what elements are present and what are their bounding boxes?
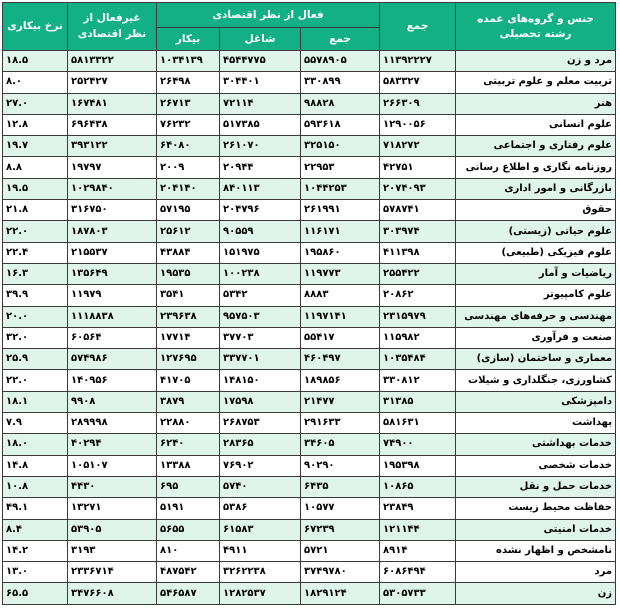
cell-name: ریاضیات و آمار bbox=[456, 263, 616, 284]
cell-inactive: ۲۱۵۵۳۷ bbox=[68, 242, 157, 263]
cell-inactive: ۱۰۲۹۸۴۰ bbox=[68, 178, 157, 199]
cell-unemployed: ۶۲۴۰ bbox=[157, 434, 220, 455]
cell-total: ۵۸۱۶۳۱ bbox=[380, 413, 456, 434]
cell-rate: ۱۴.۸ bbox=[3, 455, 68, 476]
table-row bbox=[3, 306, 616, 327]
cell-total: ۲۳۸۴۹ bbox=[380, 498, 456, 519]
cell-rate: ۷.۹ bbox=[3, 413, 68, 434]
cell-inactive: ۱۳۵۶۴۹ bbox=[68, 263, 157, 284]
cell-name: روزنامه نگاری و اطلاع رسانی bbox=[456, 157, 616, 178]
cell-active-total: ۵۷۲۱ bbox=[301, 540, 380, 561]
cell-inactive: ۲۸۹۹۹۸ bbox=[68, 413, 157, 434]
cell-total: ۷۴۹۰۰ bbox=[380, 434, 456, 455]
cell-name: زن bbox=[456, 583, 616, 604]
cell-inactive: ۱۴۰۹۵۶ bbox=[68, 370, 157, 391]
cell-total: ۵۷۸۷۴۱ bbox=[380, 200, 456, 221]
cell-active-total: ۵۵۷۸۹۰۵ bbox=[301, 51, 380, 72]
cell-unemployed: ۶۴۰۸۰ bbox=[157, 136, 220, 157]
cell-rate: ۱۴.۲ bbox=[3, 540, 68, 561]
table-row bbox=[3, 476, 616, 497]
cell-unemployed: ۲۳۹۶۳۸ bbox=[157, 306, 220, 327]
cell-unemployed: ۳۸۷۹ bbox=[157, 391, 220, 412]
cell-employed: ۱۵۱۹۷۵ bbox=[220, 242, 301, 263]
cell-name: علوم کامپیوتر bbox=[456, 285, 616, 306]
cell-inactive: ۱۱۱۸۸۳۸ bbox=[68, 306, 157, 327]
cell-employed: ۵۳۴۲ bbox=[220, 285, 301, 306]
table-row bbox=[3, 498, 616, 519]
cell-inactive: ۱۱۹۷۹ bbox=[68, 285, 157, 306]
cell-total: ۳۳۰۸۱۲ bbox=[380, 370, 456, 391]
cell-active-total: ۹۸۸۲۸ bbox=[301, 93, 380, 114]
cell-inactive: ۱۸۷۸۰۳ bbox=[68, 221, 157, 242]
cell-active-total: ۲۲۹۵۳ bbox=[301, 157, 380, 178]
cell-rate: ۲۰.۰ bbox=[3, 306, 68, 327]
table-row bbox=[3, 455, 616, 476]
cell-unemployed: ۱۲۷۶۹۵ bbox=[157, 349, 220, 370]
cell-employed: ۳۳۷۷۰۱ bbox=[220, 349, 301, 370]
cell-unemployed: ۲۵۶۱۲ bbox=[157, 221, 220, 242]
cell-employed: ۲۰۹۴۴ bbox=[220, 157, 301, 178]
cell-active-total: ۱۱۶۱۷۱ bbox=[301, 221, 380, 242]
cell-inactive: ۲۳۳۶۷۱۴ bbox=[68, 562, 157, 583]
cell-total: ۱۲۱۱۴۴ bbox=[380, 519, 456, 540]
cell-inactive: ۱۹۷۹۷ bbox=[68, 157, 157, 178]
cell-total: ۴۲۷۵۱ bbox=[380, 157, 456, 178]
cell-employed: ۴۵۴۴۷۷۵ bbox=[220, 51, 301, 72]
cell-name: علوم انسانی bbox=[456, 114, 616, 135]
header-active-group: فعال از نظر اقتصادی bbox=[157, 3, 380, 28]
cell-name: بازرگانی و امور اداری bbox=[456, 178, 616, 199]
table-body bbox=[3, 51, 616, 605]
cell-name: مرد bbox=[456, 562, 616, 583]
table-row bbox=[3, 157, 616, 178]
cell-active-total: ۸۸۸۳ bbox=[301, 285, 380, 306]
cell-active-total: ۱۰۴۴۲۵۳ bbox=[301, 178, 380, 199]
table-row bbox=[3, 413, 616, 434]
cell-inactive: ۱۰۵۱۰۷ bbox=[68, 455, 157, 476]
cell-employed: ۱۷۵۹۸ bbox=[220, 391, 301, 412]
cell-inactive: ۵۷۴۹۸۶ bbox=[68, 349, 157, 370]
cell-total: ۳۰۳۹۷۴ bbox=[380, 221, 456, 242]
cell-rate: ۱۸.۱ bbox=[3, 391, 68, 412]
cell-unemployed: ۵۷۱۹۵ bbox=[157, 200, 220, 221]
cell-active-total: ۱۹۵۸۶۰ bbox=[301, 242, 380, 263]
education-employment-table bbox=[2, 2, 616, 605]
cell-rate: ۲۷.۰ bbox=[3, 93, 68, 114]
cell-name: حفاظت محیط زیست bbox=[456, 498, 616, 519]
cell-rate: ۱۸.۰ bbox=[3, 434, 68, 455]
cell-rate: ۲۱.۸ bbox=[3, 200, 68, 221]
cell-employed: ۴۹۱۱ bbox=[220, 540, 301, 561]
cell-employed: ۹۰۵۵۹ bbox=[220, 221, 301, 242]
cell-employed: ۵۱۷۳۸۵ bbox=[220, 114, 301, 135]
cell-name: خدمات حمل و نقل bbox=[456, 476, 616, 497]
cell-active-total: ۵۵۴۱۷ bbox=[301, 327, 380, 348]
cell-employed: ۱۰۰۲۳۸ bbox=[220, 263, 301, 284]
cell-name: دامپزشکی bbox=[456, 391, 616, 412]
cell-active-total: ۳۴۶۰۵ bbox=[301, 434, 380, 455]
cell-employed: ۲۶۱۰۷۰ bbox=[220, 136, 301, 157]
cell-employed: ۳۰۴۴۰۱ bbox=[220, 72, 301, 93]
cell-employed: ۳۲۶۲۲۳۸ bbox=[220, 562, 301, 583]
cell-employed: ۳۷۷۰۳ bbox=[220, 327, 301, 348]
cell-unemployed: ۴۸۷۵۴۲ bbox=[157, 562, 220, 583]
cell-name: علوم فیزیکی (طبیعی) bbox=[456, 242, 616, 263]
cell-unemployed: ۱۳۳۸۸ bbox=[157, 455, 220, 476]
table-row bbox=[3, 51, 616, 72]
cell-name: علوم رفتاری و اجتماعی bbox=[456, 136, 616, 157]
cell-unemployed: ۲۲۸۸۰ bbox=[157, 413, 220, 434]
cell-unemployed: ۴۱۷۰۵ bbox=[157, 370, 220, 391]
table-row bbox=[3, 583, 616, 604]
cell-active-total: ۹۰۲۹۰ bbox=[301, 455, 380, 476]
cell-active-total: ۲۶۱۹۹۱ bbox=[301, 200, 380, 221]
cell-rate: ۸.۴ bbox=[3, 519, 68, 540]
table-row bbox=[3, 562, 616, 583]
cell-rate: ۳۲.۰ bbox=[3, 327, 68, 348]
cell-name: خدمات بهداشتی bbox=[456, 434, 616, 455]
cell-unemployed: ۷۶۲۳۲ bbox=[157, 114, 220, 135]
cell-active-total: ۴۶۰۴۹۷ bbox=[301, 349, 380, 370]
cell-unemployed: ۲۶۴۹۸ bbox=[157, 72, 220, 93]
cell-employed: ۲۶۸۷۵۳ bbox=[220, 413, 301, 434]
table-row bbox=[3, 263, 616, 284]
cell-employed: ۲۰۴۷۹۶ bbox=[220, 200, 301, 221]
table-row bbox=[3, 327, 616, 348]
cell-inactive: ۳۴۷۶۶۰۸ bbox=[68, 583, 157, 604]
cell-unemployed: ۱۹۵۳۵ bbox=[157, 263, 220, 284]
header-inactive: غیرفعال از نظر اقتصادی bbox=[68, 3, 157, 51]
cell-name: هنر bbox=[456, 93, 616, 114]
cell-rate: ۱۳.۰ bbox=[3, 562, 68, 583]
cell-inactive: ۳۱۶۷۵۰ bbox=[68, 200, 157, 221]
header-employed: شاغل bbox=[220, 28, 301, 51]
cell-inactive: ۴۰۲۹۴ bbox=[68, 434, 157, 455]
cell-active-total: ۳۳۰۸۹۹ bbox=[301, 72, 380, 93]
cell-total: ۲۰۸۶۲ bbox=[380, 285, 456, 306]
cell-total: ۲۶۶۳۰۹ bbox=[380, 93, 456, 114]
cell-employed: ۱۴۸۱۵۰ bbox=[220, 370, 301, 391]
cell-inactive: ۳۹۳۱۲۲ bbox=[68, 136, 157, 157]
cell-unemployed: ۱۰۳۴۱۳۹ bbox=[157, 51, 220, 72]
cell-total: ۱۰۸۶۵ bbox=[380, 476, 456, 497]
cell-name: کشاورزی، جنگلداری و شیلات bbox=[456, 370, 616, 391]
cell-active-total: ۲۹۱۶۳۳ bbox=[301, 413, 380, 434]
table-row bbox=[3, 434, 616, 455]
table-row bbox=[3, 285, 616, 306]
cell-unemployed: ۲۶۷۱۳ bbox=[157, 93, 220, 114]
cell-inactive: ۶۹۶۴۳۸ bbox=[68, 114, 157, 135]
table-row bbox=[3, 391, 616, 412]
cell-inactive: ۶۰۵۶۴ bbox=[68, 327, 157, 348]
table-row bbox=[3, 72, 616, 93]
cell-active-total: ۱۱۹۷۱۴۱ bbox=[301, 306, 380, 327]
cell-rate: ۸.۸ bbox=[3, 157, 68, 178]
cell-name: مرد و زن bbox=[456, 51, 616, 72]
cell-rate: ۲۲.۰ bbox=[3, 221, 68, 242]
cell-name: معماری و ساختمان (سازی) bbox=[456, 349, 616, 370]
cell-unemployed: ۸۱۰ bbox=[157, 540, 220, 561]
table-row bbox=[3, 519, 616, 540]
cell-active-total: ۳۷۴۹۷۸۰ bbox=[301, 562, 380, 583]
cell-employed: ۵۷۴۰ bbox=[220, 476, 301, 497]
table-row bbox=[3, 370, 616, 391]
cell-name: خدمات امنیتی bbox=[456, 519, 616, 540]
cell-active-total: ۱۸۹۸۵۶ bbox=[301, 370, 380, 391]
cell-rate: ۱۲.۸ bbox=[3, 114, 68, 135]
header-category: جنس و گروه‌های عمده رشته تحصیلی bbox=[456, 3, 616, 51]
cell-unemployed: ۵۶۵۵ bbox=[157, 519, 220, 540]
header-active-total: جمع bbox=[301, 28, 380, 51]
cell-inactive: ۱۶۷۴۸۱ bbox=[68, 93, 157, 114]
cell-total: ۱۰۳۵۴۸۴ bbox=[380, 349, 456, 370]
cell-employed: ۷۶۹۰۲ bbox=[220, 455, 301, 476]
cell-employed: ۸۴۰۱۱۳ bbox=[220, 178, 301, 199]
header-unemployment-rate: نرخ بیکاری bbox=[3, 3, 68, 51]
cell-rate: ۱۶.۳ bbox=[3, 263, 68, 284]
cell-active-total: ۶۴۳۵ bbox=[301, 476, 380, 497]
table-row bbox=[3, 540, 616, 561]
cell-inactive: ۱۳۲۷۱ bbox=[68, 498, 157, 519]
cell-employed: ۱۲۸۲۵۳۷ bbox=[220, 583, 301, 604]
cell-name: خدمات شخصی bbox=[456, 455, 616, 476]
cell-rate: ۱۹.۷ bbox=[3, 136, 68, 157]
cell-total: ۶۰۸۶۴۹۴ bbox=[380, 562, 456, 583]
cell-name: صنعت و فرآوری bbox=[456, 327, 616, 348]
cell-name: حقوق bbox=[456, 200, 616, 221]
cell-total: ۱۹۵۳۹۸ bbox=[380, 455, 456, 476]
cell-inactive: ۵۸۱۳۳۲۲ bbox=[68, 51, 157, 72]
cell-name: بهداشت bbox=[456, 413, 616, 434]
cell-active-total: ۱۰۵۷۷ bbox=[301, 498, 380, 519]
cell-employed: ۹۵۷۵۰۳ bbox=[220, 306, 301, 327]
cell-inactive: ۵۳۹۰۵ bbox=[68, 519, 157, 540]
cell-total: ۱۱۵۹۸۲ bbox=[380, 327, 456, 348]
cell-rate: ۱۸.۵ bbox=[3, 51, 68, 72]
cell-unemployed: ۱۷۷۱۴ bbox=[157, 327, 220, 348]
cell-total: ۲۰۷۴۰۹۳ bbox=[380, 178, 456, 199]
cell-employed: ۷۲۱۱۴ bbox=[220, 93, 301, 114]
cell-inactive: ۹۹۰۸ bbox=[68, 391, 157, 412]
table-row bbox=[3, 136, 616, 157]
cell-inactive: ۴۴۳۰ bbox=[68, 476, 157, 497]
cell-total: ۲۳۱۵۹۷۹ bbox=[380, 306, 456, 327]
cell-rate: ۶۵.۵ bbox=[3, 583, 68, 604]
cell-unemployed: ۲۰۴۱۴۰ bbox=[157, 178, 220, 199]
cell-rate: ۸.۰ bbox=[3, 72, 68, 93]
header-total: جمع bbox=[380, 3, 456, 51]
cell-unemployed: ۵۴۶۵۸۷ bbox=[157, 583, 220, 604]
cell-total: ۴۱۱۳۹۸ bbox=[380, 242, 456, 263]
table-row bbox=[3, 93, 616, 114]
cell-active-total: ۱۱۹۷۷۳ bbox=[301, 263, 380, 284]
cell-unemployed: ۵۱۹۱ bbox=[157, 498, 220, 519]
cell-total: ۵۸۳۳۲۷ bbox=[380, 72, 456, 93]
cell-employed: ۶۱۵۸۳ bbox=[220, 519, 301, 540]
header-unemployed: بیکار bbox=[157, 28, 220, 51]
cell-total: ۸۹۱۴ bbox=[380, 540, 456, 561]
cell-employed: ۲۸۳۶۵ bbox=[220, 434, 301, 455]
table-row bbox=[3, 178, 616, 199]
cell-name: تربیت معلم و علوم تربیتی bbox=[456, 72, 616, 93]
table-row bbox=[3, 349, 616, 370]
table-row bbox=[3, 242, 616, 263]
cell-rate: ۴۹.۱ bbox=[3, 498, 68, 519]
cell-unemployed: ۴۳۸۸۴ bbox=[157, 242, 220, 263]
cell-total: ۱۲۹۰۰۵۶ bbox=[380, 114, 456, 135]
cell-total: ۵۳۰۵۷۳۳ bbox=[380, 583, 456, 604]
cell-name: علوم حیاتی (زیستی) bbox=[456, 221, 616, 242]
cell-name: مهندسی و حرفه‌های مهندسی bbox=[456, 306, 616, 327]
cell-employed: ۵۳۸۶ bbox=[220, 498, 301, 519]
cell-rate: ۲۵.۹ bbox=[3, 349, 68, 370]
cell-unemployed: ۳۵۴۱ bbox=[157, 285, 220, 306]
cell-active-total: ۱۸۲۹۱۲۴ bbox=[301, 583, 380, 604]
table-row bbox=[3, 221, 616, 242]
cell-inactive: ۳۱۹۳ bbox=[68, 540, 157, 561]
cell-unemployed: ۲۰۰۹ bbox=[157, 157, 220, 178]
cell-rate: ۲۲.۴ bbox=[3, 242, 68, 263]
cell-total: ۷۱۸۲۷۲ bbox=[380, 136, 456, 157]
cell-active-total: ۶۷۲۳۹ bbox=[301, 519, 380, 540]
cell-rate: ۲۲.۰ bbox=[3, 370, 68, 391]
cell-inactive: ۲۵۲۴۲۷ bbox=[68, 72, 157, 93]
cell-active-total: ۲۱۴۷۷ bbox=[301, 391, 380, 412]
cell-rate: ۱۹.۵ bbox=[3, 178, 68, 199]
table-row bbox=[3, 200, 616, 221]
cell-total: ۲۵۵۴۲۲ bbox=[380, 263, 456, 284]
cell-active-total: ۳۲۵۱۵۰ bbox=[301, 136, 380, 157]
cell-rate: ۱۰.۸ bbox=[3, 476, 68, 497]
cell-name: نامشخص و اظهار نشده bbox=[456, 540, 616, 561]
cell-total: ۳۱۳۸۵ bbox=[380, 391, 456, 412]
cell-unemployed: ۶۹۵ bbox=[157, 476, 220, 497]
cell-active-total: ۵۹۳۶۱۸ bbox=[301, 114, 380, 135]
table-row bbox=[3, 114, 616, 135]
cell-total: ۱۱۳۹۲۲۲۷ bbox=[380, 51, 456, 72]
cell-rate: ۳۹.۹ bbox=[3, 285, 68, 306]
